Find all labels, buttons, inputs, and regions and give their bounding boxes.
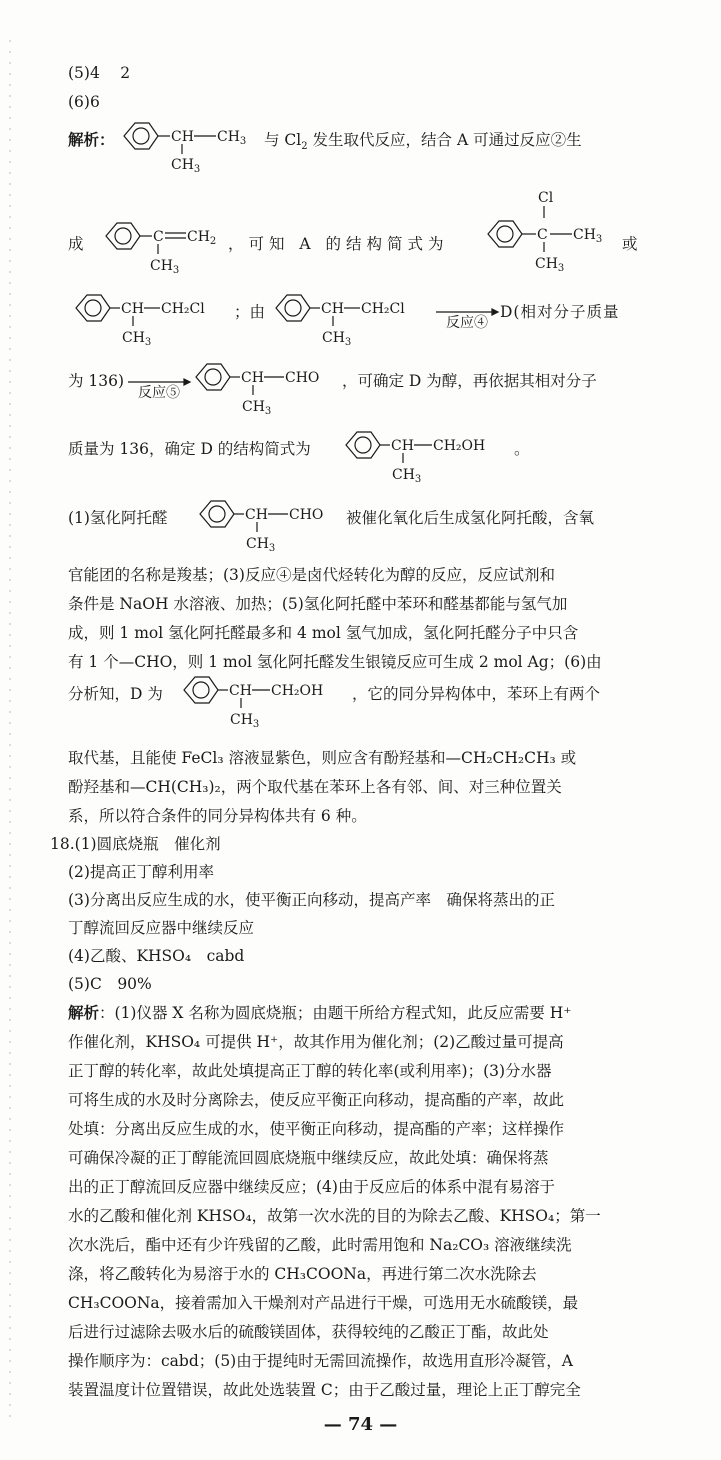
svg-text:CH: CH xyxy=(171,129,194,145)
analysis-line-7: 官能团的名称是羧基；(3)反应④是卤代烃转化为醇的反应，反应试剂和 xyxy=(68,566,555,584)
analysis-line-4b: ，可确定 D 为醇，再依据其相对分子 xyxy=(342,372,597,390)
answer-5: (5)4 2 xyxy=(68,64,131,82)
structure-primary-chloride-2 xyxy=(270,286,440,348)
q18-answer-3b: 丁醇流回反应器中继续反应 xyxy=(68,919,255,937)
svg-text:CH: CH xyxy=(229,683,252,699)
svg-text:CH3: $CH_3$ xyxy=(217,129,247,147)
analysis-line-10: 有 1 个—CHO，则 1 mol 氢化阿托醛发生银镜反应可生成 2 mol Ag；(6)由 xyxy=(68,653,602,671)
analysis-line-4a: 为 136) xyxy=(68,372,125,390)
analysis-line-2c: 或 xyxy=(622,235,638,253)
q18-analysis-7: 出的正丁醇流回反应器中继续反应；(4)由于反应后的体系中混有易溶于 xyxy=(68,1178,555,1196)
structure-alpha-methylstyrene xyxy=(100,214,230,274)
analysis-line-5b: 。 xyxy=(514,440,530,458)
analysis-line-14: 系，所以符合条件的同分异构体共有 6 种。 xyxy=(68,807,367,825)
structure-alcohol-d xyxy=(340,423,520,485)
q18-analysis-6: 可确保冷凝的正丁醇能流回圆底烧瓶中继续反应，故此处填：确保将蒸 xyxy=(68,1149,549,1167)
analysis-line-1-text: 与 $Cl_2$ 发生取代反应，结合 A 可通过反应②生 xyxy=(264,131,582,153)
analysis-line-6b: 被催化氧化后生成氢化阿托酸，含氧 xyxy=(346,509,595,527)
svg-text:CH3: $CH_3$ xyxy=(246,536,276,554)
structure-alcohol-d-2 xyxy=(178,668,358,730)
structure-cumene xyxy=(118,114,268,174)
svg-text:CH3: $CH_3$ xyxy=(242,399,272,417)
svg-text:CH3: $CH_3$ xyxy=(322,330,352,348)
analysis-line-3b: D(相对分子质量 xyxy=(500,303,620,321)
analysis-line-2b: ，可知 A 的结构简式为 xyxy=(228,235,449,253)
q18-analysis-5: 处填：分离出反应生成的水，使平衡正向移动，提高酯的产率；这样操作 xyxy=(68,1120,565,1138)
answer-6: (6)6 xyxy=(68,93,100,111)
analysis-line-9: 成，则 1 mol 氢化阿托醛最多和 4 mol 氢气加成，氢化阿托醛分子中只含 xyxy=(68,624,579,642)
svg-text:CH₂Cl: CH₂Cl xyxy=(161,301,205,317)
q18-analysis-9: 次水洗后，酯中还有少许残留的乙酸，此时需用饱和 Na₂CO₃ 溶液继续洗 xyxy=(68,1236,572,1254)
q18-analysis-2: 作催化剂，KHSO₄ 可提供 H⁺，故其作用为催化剂；(2)乙酸过量可提高 xyxy=(68,1033,564,1051)
svg-text:CH: CH xyxy=(245,507,268,523)
analysis-line-11a: 分析知，D 为 xyxy=(68,685,163,703)
svg-text:CH: CH xyxy=(391,438,414,454)
svg-text:CH₂OH: CH₂OH xyxy=(271,683,324,699)
svg-text:CH3: $CH_3$ xyxy=(573,227,603,245)
q18-analysis-4: 可将生成的水及时分离除去，使反应平衡正向移动，提高酯的产率，故此 xyxy=(68,1091,565,1109)
svg-text:CHO: CHO xyxy=(285,370,320,386)
svg-text:CH₂OH: CH₂OH xyxy=(433,438,486,454)
page-number: — 74 — xyxy=(323,1414,398,1435)
analysis-line-5a: 质量为 136，确定 D 的结构简式为 xyxy=(68,440,311,458)
q18-analysis-14: 装置温度计位置错误，故此处选装置 C；由于乙酸过量，理论上正丁醇完全 xyxy=(68,1381,581,1399)
svg-text:CHO: CHO xyxy=(289,507,324,523)
svg-text:C: C xyxy=(153,229,164,245)
q18-analysis-10: 涤，将乙酸转化为易溶于水的 CH₃COONa，再进行第二次水洗除去 xyxy=(68,1265,537,1283)
reaction-arrow-5 xyxy=(128,370,190,404)
q18-answer-2: (2)提高正丁醇利用率 xyxy=(68,863,214,881)
structure-primary-chloride xyxy=(70,286,240,348)
svg-text:CH3: $CH_3$ xyxy=(535,256,565,274)
reaction-arrow-4 xyxy=(436,300,498,334)
q18-analysis-8: 水的乙酸和催化剂 KHSO₄，故第一次水洗的目的为除去乙酸、KHSO₄；第一 xyxy=(68,1207,601,1225)
svg-text:CH: CH xyxy=(241,370,264,386)
q18-analysis-3: 正丁醇的转化率，故此处填提高正丁醇的转化率(或利用率)；(3)分水器 xyxy=(68,1062,552,1080)
svg-text:CH3: $CH_3$ xyxy=(171,157,201,175)
analysis-line-12: 取代基，且能使 FeCl₃ 溶液显紫色，则应含有酚羟基和—CH₂CH₂CH₃ 或 xyxy=(68,749,577,767)
analysis-line-2a: 成 xyxy=(68,235,84,253)
svg-text:CH3: $CH_3$ xyxy=(122,330,152,348)
analysis-line-13: 酚羟基和—CH(CH₃)₂，两个取代基在苯环上各有邻、间、对三种位置关 xyxy=(68,778,562,796)
q18-answer-5: (5)C 90% xyxy=(68,975,152,993)
q18-analysis-13: 操作顺序为：cabd；(5)由于提纯时无需回流操作，故选用直形冷凝管，A xyxy=(68,1352,573,1370)
q18-analysis-1: 解析：(1)仪器 X 名称为圆底烧瓶；由题干所给方程式知，此反应需要 H⁺ xyxy=(68,1003,572,1022)
binding-margin xyxy=(0,0,22,1460)
svg-text:反应⑤: 反应⑤ xyxy=(138,385,180,401)
analysis-line-11b: ，它的同分异构体中，苯环上有两个 xyxy=(352,685,601,703)
analysis-line-8: 条件是 NaOH 水溶液、加热；(5)氢化阿托醛中苯环和醛基都能与氢气加 xyxy=(68,595,568,613)
q18-answer-1: 18.(1)圆底烧瓶 催化剂 xyxy=(50,835,221,853)
structure-tertiary-chloride xyxy=(482,186,612,276)
svg-text:CH2: $CH_2$ xyxy=(187,229,217,247)
svg-text:CH3: $CH_3$ xyxy=(150,258,180,276)
svg-text:CH₂Cl: CH₂Cl xyxy=(361,301,405,317)
structure-hydratropaldehyde xyxy=(190,355,350,417)
svg-text:CH3: $CH_3$ xyxy=(230,712,260,730)
analysis-line-1: 解析： xyxy=(68,130,115,149)
svg-text:Cl: Cl xyxy=(538,190,554,206)
svg-text:CH: CH xyxy=(321,301,344,317)
svg-text:C: C xyxy=(537,227,548,243)
svg-text:CH3: $CH_3$ xyxy=(392,467,422,485)
svg-text:反应④: 反应④ xyxy=(446,315,488,331)
q18-answer-3: (3)分离出反应生成的水，使平衡正向移动，提高产率 确保将蒸出的正 xyxy=(68,891,555,909)
q18-analysis-11: CH₃COONa，接着需加入干燥剂对产品进行干燥，可选用无水硫酸镁，最 xyxy=(68,1294,579,1312)
structure-hydratropaldehyde-2 xyxy=(194,492,354,554)
q18-analysis-12: 后进行过滤除去吸水后的硫酸镁固体，获得较纯的乙酸正丁酯，故此处 xyxy=(68,1323,549,1341)
analysis-line-6a: (1)氢化阿托醛 xyxy=(68,509,168,527)
svg-text:CH: CH xyxy=(121,301,144,317)
analysis-line-3a: ；由 xyxy=(234,303,266,321)
q18-answer-4: (4)乙酸、KHSO₄ cabd xyxy=(68,947,245,965)
